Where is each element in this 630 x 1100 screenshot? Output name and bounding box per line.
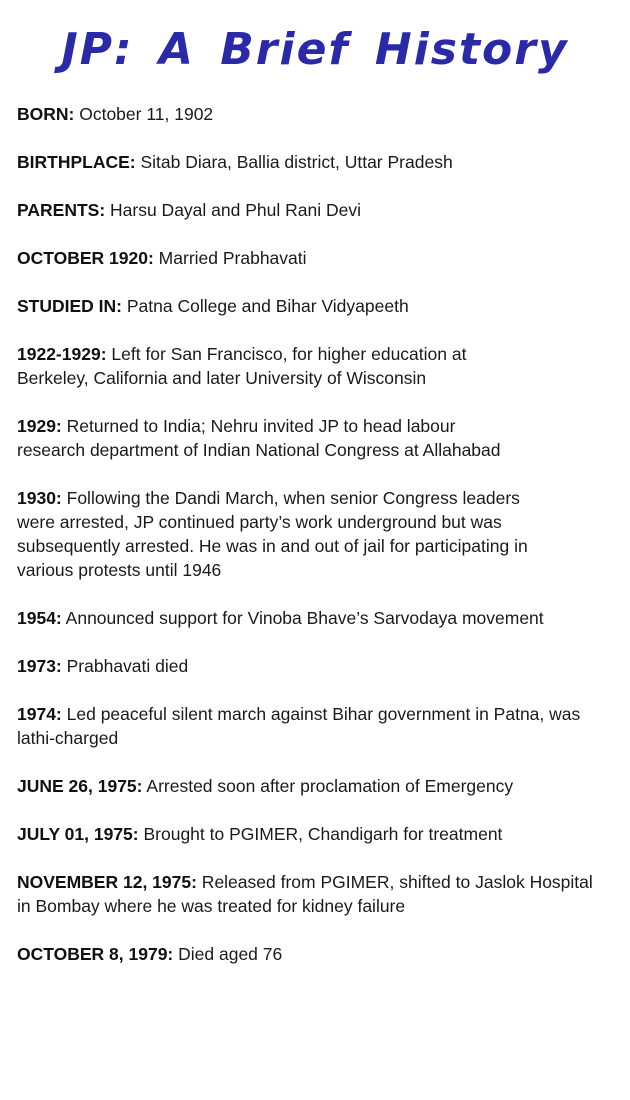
entry-text: Married Prabhavati bbox=[153, 248, 307, 268]
entry-text-line-3: subsequently arrested. He was in and out of jail for participating in bbox=[17, 536, 528, 556]
entry-label: BORN: bbox=[17, 104, 75, 124]
entry-text: Patna College and Bihar Vidyapeeth bbox=[122, 296, 409, 316]
page-title: JP: A Brief History bbox=[61, 24, 569, 75]
entry-text-line-2: in Bombay where he was treated for kidney failure bbox=[17, 896, 406, 916]
entry-1929 bbox=[17, 414, 623, 462]
entry-text-line-2: research department of Indian National Congress at Allahabad bbox=[17, 440, 501, 460]
entry-label: OCTOBER 8, 1979: bbox=[17, 944, 174, 964]
entry-text-line-2: Berkeley, California and later University of Wisconsin bbox=[17, 368, 427, 388]
entry-label: OCTOBER 1920: bbox=[17, 248, 154, 268]
entry-label: NOVEMBER 12, 1975: bbox=[17, 872, 197, 892]
entry-text: Sitab Diara, Ballia district, Uttar Pradesh bbox=[135, 152, 453, 172]
entry-label: BIRTHPLACE: bbox=[17, 152, 136, 172]
entry-text: Released from PGIMER, shifted to Jaslok Hospital bbox=[196, 872, 593, 892]
entry-july-1975 bbox=[17, 822, 623, 846]
entry-text: Left for San Francisco, for higher education at bbox=[106, 344, 467, 364]
entry-label: 1930: bbox=[17, 488, 62, 508]
entry-june-1975 bbox=[17, 774, 623, 798]
timeline-list bbox=[17, 102, 623, 990]
entry-text: Brought to PGIMER, Chandigarh for treatment bbox=[138, 824, 503, 844]
entry-text: Led peaceful silent march against Bihar government in Patna, was bbox=[61, 704, 581, 724]
entry-text: Died aged 76 bbox=[173, 944, 283, 964]
entry-married bbox=[17, 246, 623, 270]
entry-text-line-2: lathi-charged bbox=[17, 728, 119, 748]
entry-november-1975 bbox=[17, 870, 623, 918]
entry-birthplace bbox=[17, 150, 623, 174]
entry-1973 bbox=[17, 654, 623, 678]
entry-text: Announced support for Vinoba Bhave’s Sarvodaya movement bbox=[61, 608, 544, 628]
entry-text: Prabhavati died bbox=[61, 656, 189, 676]
entry-label: 1954: bbox=[17, 608, 62, 628]
entry-label: 1929: bbox=[17, 416, 62, 436]
entry-parents bbox=[17, 198, 623, 222]
entry-text-line-2: were arrested, JP continued party’s work underground but was bbox=[17, 512, 502, 532]
entry-label: 1974: bbox=[17, 704, 62, 724]
entry-text: Following the Dandi March, when senior Congress leaders bbox=[61, 488, 520, 508]
entry-1974 bbox=[17, 702, 623, 750]
entry-1954 bbox=[17, 606, 623, 630]
entry-label: 1973: bbox=[17, 656, 62, 676]
entry-studied bbox=[17, 294, 623, 318]
entry-october-1979 bbox=[17, 942, 623, 966]
entry-label: STUDIED IN: bbox=[17, 296, 122, 316]
entry-text: Arrested soon after proclamation of Emergency bbox=[142, 776, 514, 796]
entry-label: PARENTS: bbox=[17, 200, 106, 220]
entry-text: Harsu Dayal and Phul Rani Devi bbox=[105, 200, 361, 220]
entry-label: 1922-1929: bbox=[17, 344, 107, 364]
entry-label: JUNE 26, 1975: bbox=[17, 776, 143, 796]
entry-1930 bbox=[17, 486, 623, 582]
entry-text: October 11, 1902 bbox=[74, 104, 214, 124]
entry-label: JULY 01, 1975: bbox=[17, 824, 139, 844]
entry-text: Returned to India; Nehru invited JP to head labour bbox=[61, 416, 456, 436]
entry-born bbox=[17, 102, 623, 126]
entry-1922-1929 bbox=[17, 342, 623, 390]
entry-text-line-4: various protests until 1946 bbox=[17, 560, 222, 580]
